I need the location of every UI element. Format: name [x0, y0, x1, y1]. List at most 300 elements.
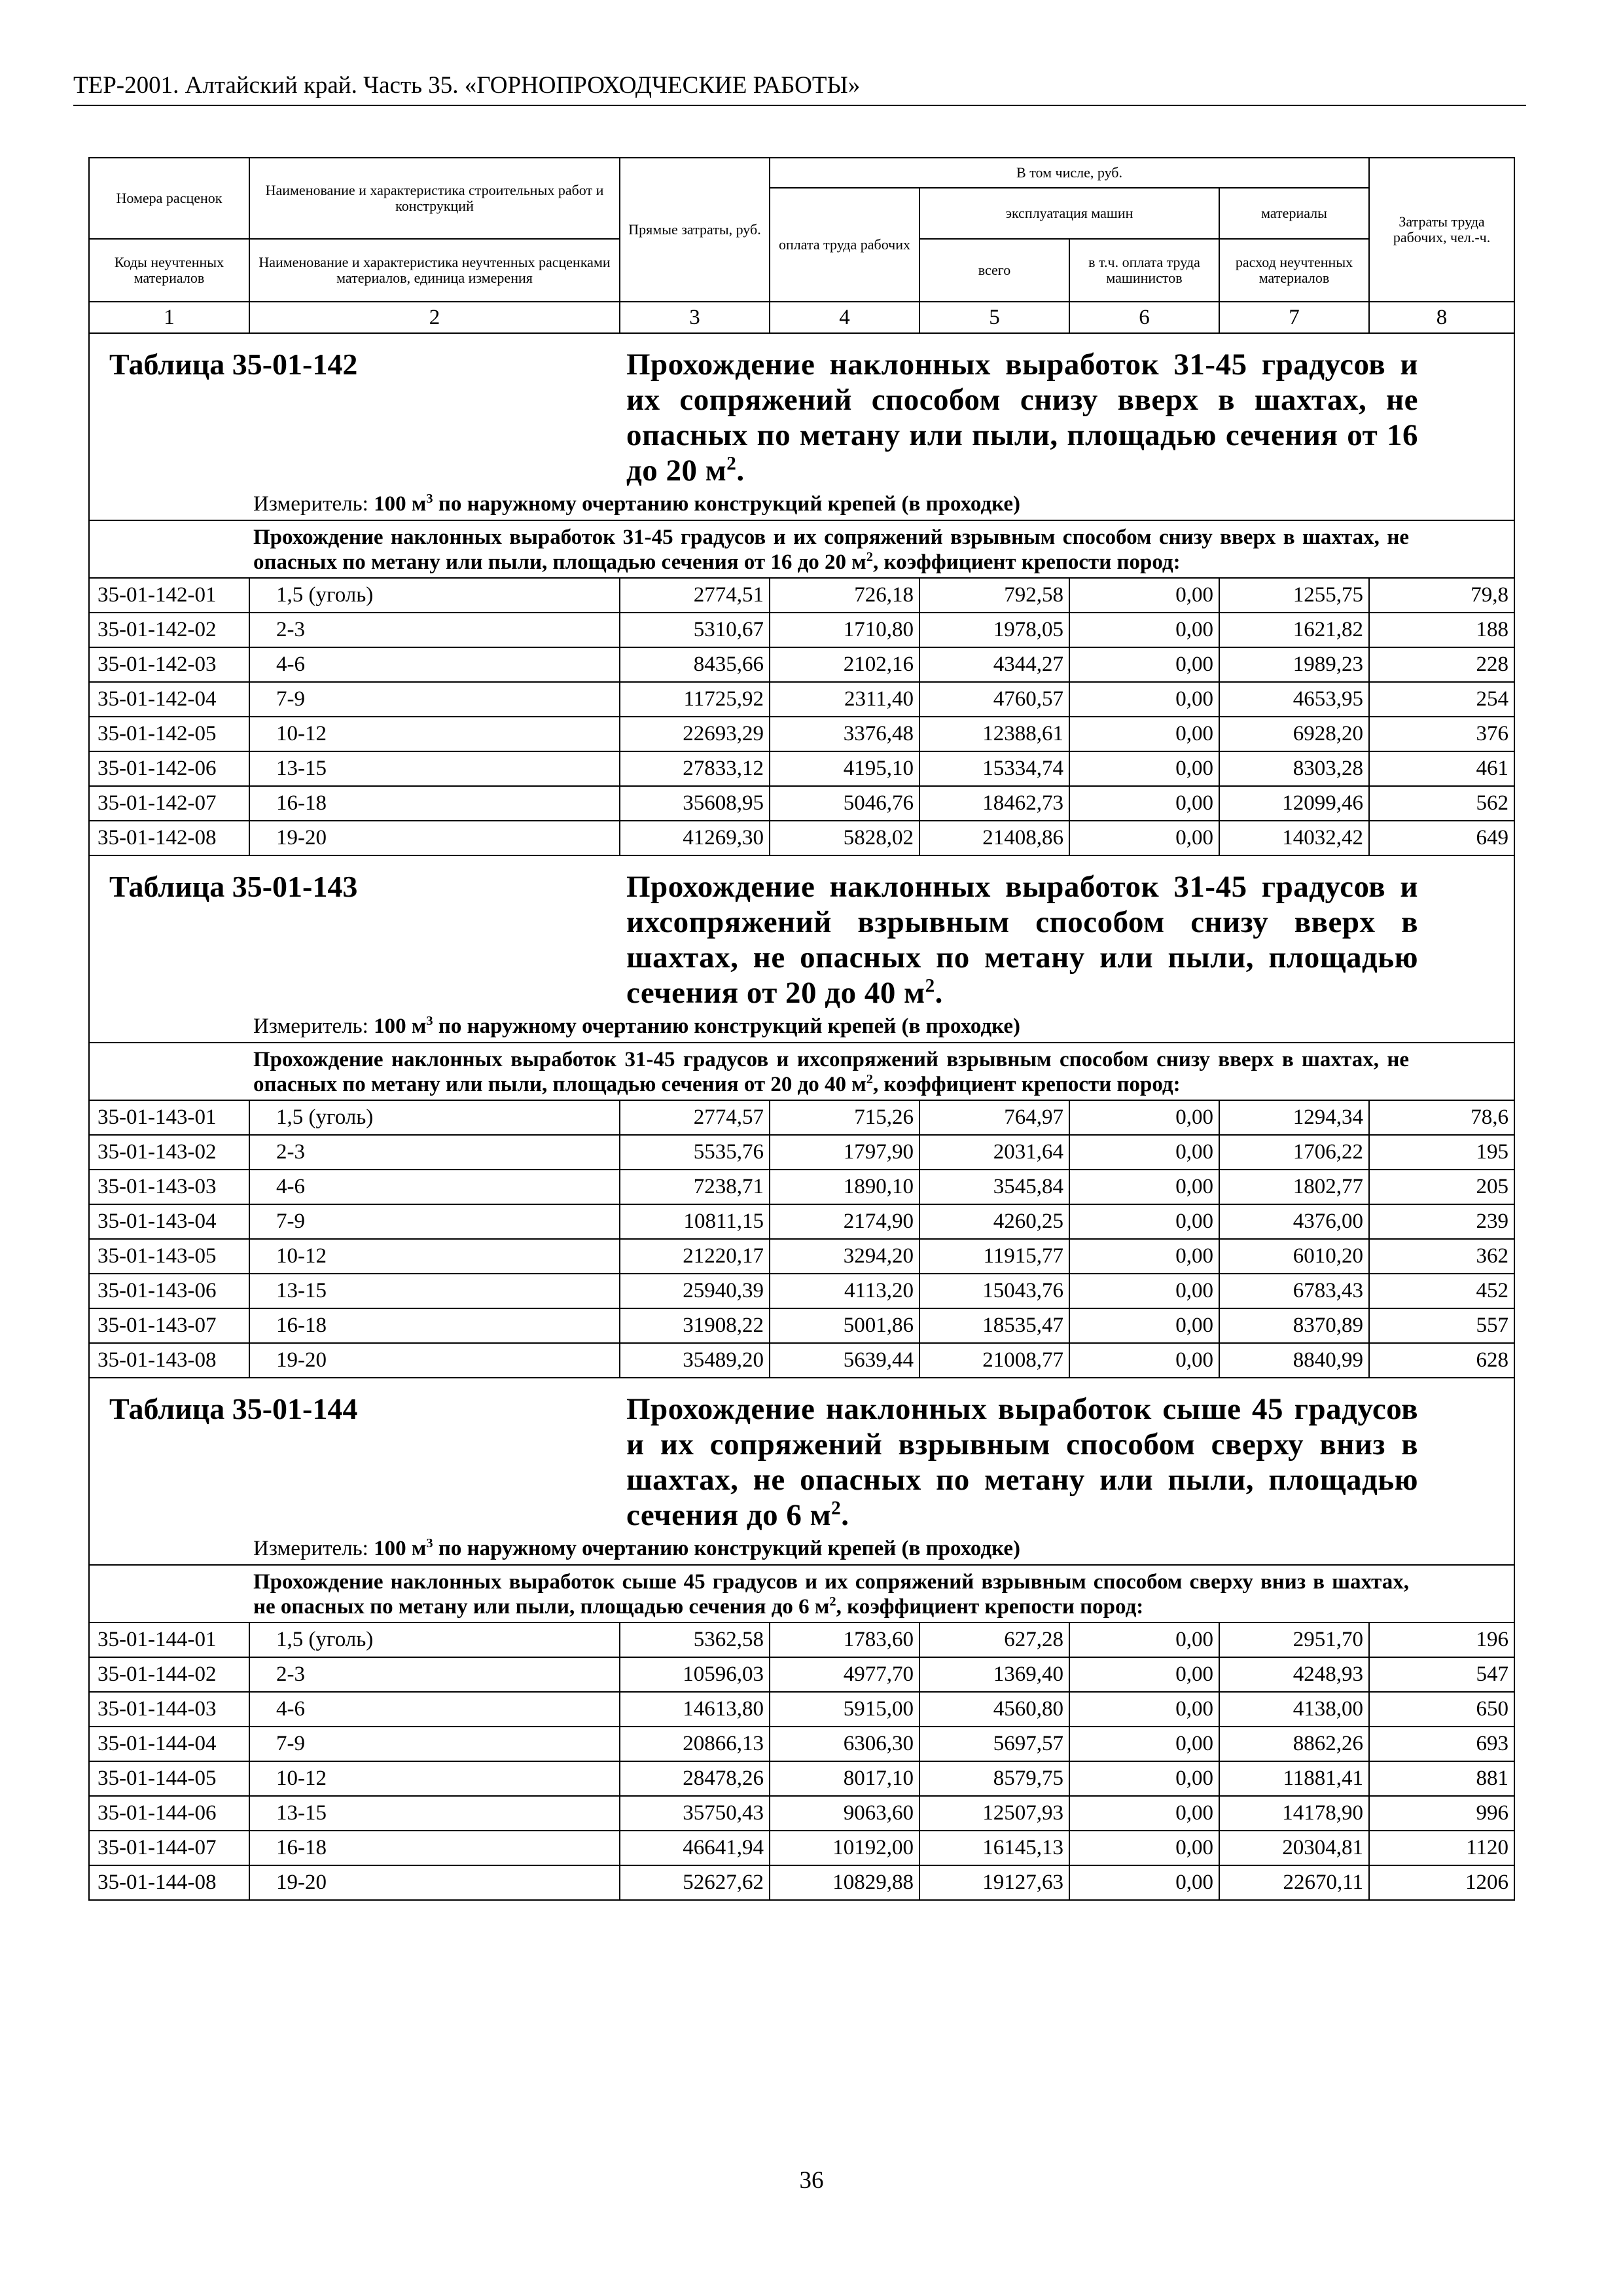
col-number: 8 [1369, 302, 1514, 333]
machine-ops-cell: 19127,63 [919, 1865, 1069, 1900]
rate-code-cell: 35-01-144-08 [89, 1865, 249, 1900]
materials-cell: 1989,23 [1219, 647, 1369, 682]
machine-ops-cell: 4260,25 [919, 1204, 1069, 1239]
operator-pay-cell: 0,00 [1069, 578, 1219, 613]
table-row [89, 682, 1514, 717]
table-title-wrap [109, 347, 1494, 488]
description-text: Прохождение наклонных выработок 31-45 градусов и их сопряжений взрывным способом снизу вверх в шахтах, не опасных по метану или пыли, площадью сечения от 16 до 20 м [253, 526, 1410, 574]
materials-cell: 8862,26 [1219, 1727, 1369, 1761]
labor-costs-cell: 188 [1369, 613, 1514, 647]
rate-code-cell: 35-01-142-06 [89, 751, 249, 786]
table-row [89, 1657, 1514, 1692]
materials-cell: 8370,89 [1219, 1308, 1369, 1343]
description-sup: 2 [866, 1072, 873, 1086]
labor-pay-cell: 1710,80 [770, 613, 919, 647]
meter-unit-text: 100 м [374, 492, 427, 516]
rock-hardness-cell: 2-3 [249, 1135, 620, 1170]
labor-costs-cell: 1120 [1369, 1831, 1514, 1865]
direct-costs-cell: 11725,92 [620, 682, 770, 717]
table-description-row [89, 520, 1514, 578]
rate-code-cell: 35-01-142-01 [89, 578, 249, 613]
operator-pay-cell: 0,00 [1069, 1170, 1219, 1204]
rate-code-cell: 35-01-143-07 [89, 1308, 249, 1343]
machine-ops-cell: 15334,74 [919, 751, 1069, 786]
labor-pay-cell: 2311,40 [770, 682, 919, 717]
col-materials: материалы [1219, 188, 1369, 239]
materials-cell: 6928,20 [1219, 717, 1369, 751]
operator-pay-cell: 0,00 [1069, 1796, 1219, 1831]
meter-unit-sup: 3 [426, 1014, 433, 1028]
labor-pay-cell: 4977,70 [770, 1657, 919, 1692]
labor-pay-cell: 2174,90 [770, 1204, 919, 1239]
meter-rest: по наружному очертанию конструкций крепей (в проходке) [433, 1537, 1020, 1560]
direct-costs-cell: 2774,57 [620, 1100, 770, 1135]
direct-costs-cell: 5310,67 [620, 613, 770, 647]
operator-pay-cell: 0,00 [1069, 682, 1219, 717]
labor-pay-cell: 4113,20 [770, 1274, 919, 1308]
direct-costs-cell: 21220,17 [620, 1239, 770, 1274]
direct-costs-cell: 5535,76 [620, 1135, 770, 1170]
operator-pay-cell: 0,00 [1069, 1100, 1219, 1135]
labor-pay-cell: 10192,00 [770, 1831, 919, 1865]
operator-pay-cell: 0,00 [1069, 1831, 1219, 1865]
labor-costs-cell: 881 [1369, 1761, 1514, 1796]
labor-costs-cell: 254 [1369, 682, 1514, 717]
table-meter [89, 1533, 1514, 1565]
rock-hardness-cell: 19-20 [249, 1343, 620, 1378]
labor-pay-cell: 1890,10 [770, 1170, 919, 1204]
rock-hardness-cell: 7-9 [249, 1204, 620, 1239]
table-row [89, 1343, 1514, 1378]
rock-hardness-cell: 4-6 [249, 647, 620, 682]
table-row [89, 1274, 1514, 1308]
rock-hardness-cell: 19-20 [249, 821, 620, 855]
table-meter-row [89, 1011, 1514, 1043]
labor-costs-cell: 452 [1369, 1274, 1514, 1308]
labor-pay-cell: 9063,60 [770, 1796, 919, 1831]
rock-hardness-cell: 1,5 (уголь) [249, 1623, 620, 1657]
rate-code-cell: 35-01-144-03 [89, 1692, 249, 1727]
operator-pay-cell: 0,00 [1069, 717, 1219, 751]
labor-costs-cell: 376 [1369, 717, 1514, 751]
rock-hardness-cell: 4-6 [249, 1692, 620, 1727]
table-title-cell [89, 1378, 1514, 1533]
materials-cell: 4653,95 [1219, 682, 1369, 717]
meter-rest: по наружному очертанию конструкций крепей (в проходке) [433, 492, 1020, 516]
table-meter [89, 1011, 1514, 1043]
table-description-row [89, 1565, 1514, 1623]
materials-cell: 14032,42 [1219, 821, 1369, 855]
meter-prefix: Измеритель: [253, 1537, 374, 1560]
rate-code-cell: 35-01-143-05 [89, 1239, 249, 1274]
machine-ops-cell: 1978,05 [919, 613, 1069, 647]
labor-costs-cell: 196 [1369, 1623, 1514, 1657]
operator-pay-cell: 0,00 [1069, 1657, 1219, 1692]
table-title-cell [89, 855, 1514, 1011]
operator-pay-cell: 0,00 [1069, 751, 1219, 786]
meter-unit [374, 1014, 1020, 1038]
materials-cell: 22670,11 [1219, 1865, 1369, 1900]
table-row [89, 1831, 1514, 1865]
table-title-wrap [109, 869, 1494, 1011]
table-row [89, 1623, 1514, 1657]
labor-costs-cell: 628 [1369, 1343, 1514, 1378]
description-text: Прохождение наклонных выработок сыше 45 градусов и их сопряжений взрывным способом сверху вниз в шахтах, не опасных по метану или пыли, площадью сечения до 6 м [253, 1570, 1410, 1619]
materials-cell: 12099,46 [1219, 786, 1369, 821]
col-direct-costs: Прямые затраты, руб. [620, 158, 770, 302]
rate-code-cell: 35-01-142-07 [89, 786, 249, 821]
rock-hardness-cell: 13-15 [249, 1796, 620, 1831]
labor-costs-cell: 79,8 [1369, 578, 1514, 613]
rate-code-cell: 35-01-142-03 [89, 647, 249, 682]
operator-pay-cell: 0,00 [1069, 821, 1219, 855]
machine-ops-cell: 627,28 [919, 1623, 1069, 1657]
table-meter-row [89, 488, 1514, 520]
labor-pay-cell: 8017,10 [770, 1761, 919, 1796]
rock-hardness-cell: 10-12 [249, 1761, 620, 1796]
rates-table [88, 157, 1515, 1901]
operator-pay-cell: 0,00 [1069, 786, 1219, 821]
labor-pay-cell: 1783,60 [770, 1623, 919, 1657]
direct-costs-cell: 46641,94 [620, 1831, 770, 1865]
rate-code-cell: 35-01-143-03 [89, 1170, 249, 1204]
direct-costs-cell: 5362,58 [620, 1623, 770, 1657]
table-description-row [89, 1043, 1514, 1100]
rate-code-cell: 35-01-144-01 [89, 1623, 249, 1657]
table-heading-text: Прохождение наклонных выработок сыше 45 градусов и их сопряжений взрывным способом сверху вниз в шахтах, не опасных по метану или пыли, площадью сечения до 6 м [626, 1392, 1418, 1532]
table-heading [626, 1391, 1418, 1533]
operator-pay-cell: 0,00 [1069, 1623, 1219, 1657]
direct-costs-cell: 35750,43 [620, 1796, 770, 1831]
machine-ops-cell: 4560,80 [919, 1692, 1069, 1727]
table-label: Таблица 35-01-144 [109, 1392, 358, 1426]
direct-costs-cell: 10811,15 [620, 1204, 770, 1239]
materials-cell: 6010,20 [1219, 1239, 1369, 1274]
rock-hardness-cell: 2-3 [249, 613, 620, 647]
rock-hardness-cell: 13-15 [249, 1274, 620, 1308]
meter-unit-text: 100 м [374, 1014, 427, 1038]
table-heading [626, 347, 1418, 488]
materials-cell: 4138,00 [1219, 1692, 1369, 1727]
machine-ops-cell: 5697,57 [919, 1727, 1069, 1761]
table-title-cell [89, 333, 1514, 488]
operator-pay-cell: 0,00 [1069, 1239, 1219, 1274]
col-number: 6 [1069, 302, 1219, 333]
table-meter-row [89, 1533, 1514, 1565]
page-number: 36 [799, 2167, 824, 2194]
machine-ops-cell: 18462,73 [919, 786, 1069, 821]
table-row [89, 1170, 1514, 1204]
rock-hardness-cell: 2-3 [249, 1657, 620, 1692]
labor-costs-cell: 557 [1369, 1308, 1514, 1343]
labor-costs-cell: 547 [1369, 1657, 1514, 1692]
col-machine-ops: эксплуатация машин [919, 188, 1219, 239]
rock-hardness-cell: 7-9 [249, 1727, 620, 1761]
labor-pay-cell: 5001,86 [770, 1308, 919, 1343]
table-heading-text: Прохождение наклонных выработок 31-45 градусов и их сопряжений способом снизу вверх в шахтах, не опасных по метану или пыли, площадью сечения от 16 до 20 м [626, 348, 1418, 488]
operator-pay-cell: 0,00 [1069, 1865, 1219, 1900]
machine-ops-cell: 11915,77 [919, 1239, 1069, 1274]
direct-costs-cell: 22693,29 [620, 717, 770, 751]
table-row [89, 613, 1514, 647]
labor-pay-cell: 1797,90 [770, 1135, 919, 1170]
table-heading-sup: 2 [925, 975, 935, 997]
col-number: 4 [770, 302, 919, 333]
direct-costs-cell: 10596,03 [620, 1657, 770, 1692]
table-row [89, 1796, 1514, 1831]
labor-costs-cell: 362 [1369, 1239, 1514, 1274]
labor-costs-cell: 996 [1369, 1796, 1514, 1831]
table-heading-end: . [841, 1498, 849, 1532]
labor-costs-cell: 228 [1369, 647, 1514, 682]
labor-costs-cell: 693 [1369, 1727, 1514, 1761]
col-total: всего [919, 239, 1069, 302]
direct-costs-cell: 7238,71 [620, 1170, 770, 1204]
materials-cell: 1621,82 [1219, 613, 1369, 647]
materials-cell: 14178,90 [1219, 1796, 1369, 1831]
table-row [89, 717, 1514, 751]
meter-prefix: Измеритель: [253, 492, 374, 516]
table-title-wrap [109, 1391, 1494, 1533]
materials-cell: 1255,75 [1219, 578, 1369, 613]
materials-cell: 11881,41 [1219, 1761, 1369, 1796]
table-description [89, 520, 1514, 578]
machine-ops-cell: 8579,75 [919, 1761, 1069, 1796]
direct-costs-cell: 2774,51 [620, 578, 770, 613]
table-heading-text: Прохождение наклонных выработок 31-45 градусов и ихсопряжений взрывным способом снизу вверх в шахтах, не опасных по метану или пыли, площадью сечения от 20 до 40 м [626, 870, 1418, 1010]
labor-pay-cell: 3294,20 [770, 1239, 919, 1274]
table-row [89, 1761, 1514, 1796]
labor-pay-cell: 10829,88 [770, 1865, 919, 1900]
col-number: 5 [919, 302, 1069, 333]
table-body [89, 333, 1514, 1900]
table-heading-end: . [935, 976, 943, 1010]
table-row [89, 1727, 1514, 1761]
labor-pay-cell: 726,18 [770, 578, 919, 613]
machine-ops-cell: 21408,86 [919, 821, 1069, 855]
materials-cell: 2951,70 [1219, 1623, 1369, 1657]
direct-costs-cell: 14613,80 [620, 1692, 770, 1727]
table-section-title [89, 855, 1514, 1011]
rock-hardness-cell: 19-20 [249, 1865, 620, 1900]
table-heading-sup: 2 [726, 453, 737, 475]
operator-pay-cell: 0,00 [1069, 613, 1219, 647]
rock-hardness-cell: 10-12 [249, 717, 620, 751]
col-work-name: Наименование и характеристика строительных работ и конструкций [249, 158, 620, 239]
machine-ops-cell: 15043,76 [919, 1274, 1069, 1308]
col-number: 3 [620, 302, 770, 333]
operator-pay-cell: 0,00 [1069, 1135, 1219, 1170]
machine-ops-cell: 3545,84 [919, 1170, 1069, 1204]
labor-costs-cell: 650 [1369, 1692, 1514, 1727]
rock-hardness-cell: 1,5 (уголь) [249, 578, 620, 613]
labor-pay-cell: 4195,10 [770, 751, 919, 786]
description-sup: 2 [829, 1594, 836, 1609]
meter-unit-text: 100 м [374, 1537, 427, 1560]
labor-pay-cell: 6306,30 [770, 1727, 919, 1761]
col-material-name: Наименование и характеристика неучтенных расценками материалов, единица измерения [249, 239, 620, 302]
machine-ops-cell: 12388,61 [919, 717, 1069, 751]
col-number: 2 [249, 302, 620, 333]
table-row [89, 1100, 1514, 1135]
meter-rest: по наружному очертанию конструкций крепей (в проходке) [433, 1014, 1020, 1038]
materials-cell: 8840,99 [1219, 1343, 1369, 1378]
materials-cell: 20304,81 [1219, 1831, 1369, 1865]
table-row [89, 1308, 1514, 1343]
operator-pay-cell: 0,00 [1069, 647, 1219, 682]
table-heading-sup: 2 [831, 1498, 842, 1519]
labor-pay-cell: 715,26 [770, 1100, 919, 1135]
rate-code-cell: 35-01-144-04 [89, 1727, 249, 1761]
materials-cell: 8303,28 [1219, 751, 1369, 786]
table-heading-end: . [736, 454, 745, 488]
direct-costs-cell: 28478,26 [620, 1761, 770, 1796]
col-material-codes: Коды неучтенных материалов [89, 239, 249, 302]
materials-cell: 4376,00 [1219, 1204, 1369, 1239]
rate-code-cell: 35-01-143-01 [89, 1100, 249, 1135]
direct-costs-cell: 8435,66 [620, 647, 770, 682]
labor-costs-cell: 649 [1369, 821, 1514, 855]
labor-costs-cell: 1206 [1369, 1865, 1514, 1900]
labor-costs-cell: 562 [1369, 786, 1514, 821]
table-row [89, 821, 1514, 855]
table-row [89, 1239, 1514, 1274]
col-labor-costs: Затраты труда рабочих, чел.-ч. [1369, 158, 1514, 302]
machine-ops-cell: 1369,40 [919, 1657, 1069, 1692]
table-section-title [89, 1378, 1514, 1533]
description-end: , коэффициент крепости пород: [872, 1073, 1181, 1096]
rate-code-cell: 35-01-144-07 [89, 1831, 249, 1865]
machine-ops-cell: 792,58 [919, 578, 1069, 613]
rock-hardness-cell: 4-6 [249, 1170, 620, 1204]
machine-ops-cell: 16145,13 [919, 1831, 1069, 1865]
table-row [89, 786, 1514, 821]
machine-ops-cell: 2031,64 [919, 1135, 1069, 1170]
description-end: , коэффициент крепости пород: [836, 1595, 1144, 1619]
table-meter [89, 488, 1514, 520]
operator-pay-cell: 0,00 [1069, 1727, 1219, 1761]
rock-hardness-cell: 16-18 [249, 1308, 620, 1343]
table-description [89, 1043, 1514, 1100]
rate-code-cell: 35-01-142-02 [89, 613, 249, 647]
direct-costs-cell: 27833,12 [620, 751, 770, 786]
labor-costs-cell: 461 [1369, 751, 1514, 786]
rate-code-cell: 35-01-142-05 [89, 717, 249, 751]
machine-ops-cell: 18535,47 [919, 1308, 1069, 1343]
materials-cell: 1706,22 [1219, 1135, 1369, 1170]
labor-pay-cell: 3376,48 [770, 717, 919, 751]
col-rate-numbers: Номера расценок [89, 158, 249, 239]
description-text: Прохождение наклонных выработок 31-45 градусов и ихсопряжений взрывным способом снизу вверх в шахтах, не опасных по метану или пыли, площадью сечения от 20 до 40 м [253, 1048, 1410, 1096]
rock-hardness-cell: 16-18 [249, 786, 620, 821]
rate-code-cell: 35-01-143-08 [89, 1343, 249, 1378]
description-end: , коэффициент крепости пород: [872, 550, 1181, 574]
labor-pay-cell: 5639,44 [770, 1343, 919, 1378]
direct-costs-cell: 35608,95 [620, 786, 770, 821]
rate-code-cell: 35-01-142-04 [89, 682, 249, 717]
meter-prefix: Измеритель: [253, 1014, 374, 1038]
table-label: Таблица 35-01-143 [109, 870, 358, 903]
rate-code-cell: 35-01-144-05 [89, 1761, 249, 1796]
col-including: В том числе, руб. [770, 158, 1369, 188]
table-row [89, 1135, 1514, 1170]
table-row [89, 1692, 1514, 1727]
machine-ops-cell: 12507,93 [919, 1796, 1069, 1831]
direct-costs-cell: 20866,13 [620, 1727, 770, 1761]
labor-pay-cell: 5915,00 [770, 1692, 919, 1727]
machine-ops-cell: 21008,77 [919, 1343, 1069, 1378]
meter-unit-sup: 3 [426, 1536, 433, 1551]
operator-pay-cell: 0,00 [1069, 1308, 1219, 1343]
col-number: 1 [89, 302, 249, 333]
rock-hardness-cell: 10-12 [249, 1239, 620, 1274]
rate-code-cell: 35-01-143-06 [89, 1274, 249, 1308]
meter-unit [374, 1537, 1020, 1560]
operator-pay-cell: 0,00 [1069, 1692, 1219, 1727]
labor-costs-cell: 239 [1369, 1204, 1514, 1239]
col-incl-operator-pay: в т.ч. оплата труда машинистов [1069, 239, 1219, 302]
machine-ops-cell: 4344,27 [919, 647, 1069, 682]
table-description [89, 1565, 1514, 1623]
col-unaccounted-materials: расход неучтенных материалов [1219, 239, 1369, 302]
operator-pay-cell: 0,00 [1069, 1204, 1219, 1239]
rock-hardness-cell: 16-18 [249, 1831, 620, 1865]
rock-hardness-cell: 13-15 [249, 751, 620, 786]
rock-hardness-cell: 7-9 [249, 682, 620, 717]
rate-code-cell: 35-01-143-02 [89, 1135, 249, 1170]
labor-costs-cell: 78,6 [1369, 1100, 1514, 1135]
table-row [89, 751, 1514, 786]
rate-code-cell: 35-01-144-02 [89, 1657, 249, 1692]
column-numbers-row [89, 302, 1514, 333]
table-row [89, 1204, 1514, 1239]
col-labor-pay: оплата труда рабочих [770, 188, 919, 302]
labor-costs-cell: 195 [1369, 1135, 1514, 1170]
table-header [89, 158, 1514, 333]
materials-cell: 4248,93 [1219, 1657, 1369, 1692]
operator-pay-cell: 0,00 [1069, 1274, 1219, 1308]
table-row [89, 578, 1514, 613]
machine-ops-cell: 4760,57 [919, 682, 1069, 717]
rate-code-cell: 35-01-143-04 [89, 1204, 249, 1239]
direct-costs-cell: 52627,62 [620, 1865, 770, 1900]
meter-unit [374, 492, 1020, 516]
direct-costs-cell: 31908,22 [620, 1308, 770, 1343]
table-label: Таблица 35-01-142 [109, 348, 358, 381]
labor-pay-cell: 5046,76 [770, 786, 919, 821]
labor-costs-cell: 205 [1369, 1170, 1514, 1204]
labor-pay-cell: 5828,02 [770, 821, 919, 855]
direct-costs-cell: 35489,20 [620, 1343, 770, 1378]
operator-pay-cell: 0,00 [1069, 1343, 1219, 1378]
meter-unit-sup: 3 [426, 492, 433, 506]
page-header: ТЕР-2001. Алтайский край. Часть 35. «ГОРНОПРОХОДЧЕСКИЕ РАБОТЫ» [73, 71, 1526, 106]
rate-code-cell: 35-01-142-08 [89, 821, 249, 855]
col-number: 7 [1219, 302, 1369, 333]
direct-costs-cell: 41269,30 [620, 821, 770, 855]
materials-cell: 6783,43 [1219, 1274, 1369, 1308]
materials-cell: 1802,77 [1219, 1170, 1369, 1204]
labor-pay-cell: 2102,16 [770, 647, 919, 682]
table-row [89, 1865, 1514, 1900]
table-section-title [89, 333, 1514, 488]
rate-code-cell: 35-01-144-06 [89, 1796, 249, 1831]
table-row [89, 647, 1514, 682]
operator-pay-cell: 0,00 [1069, 1761, 1219, 1796]
table-heading [626, 869, 1418, 1011]
direct-costs-cell: 25940,39 [620, 1274, 770, 1308]
description-sup: 2 [866, 550, 873, 564]
